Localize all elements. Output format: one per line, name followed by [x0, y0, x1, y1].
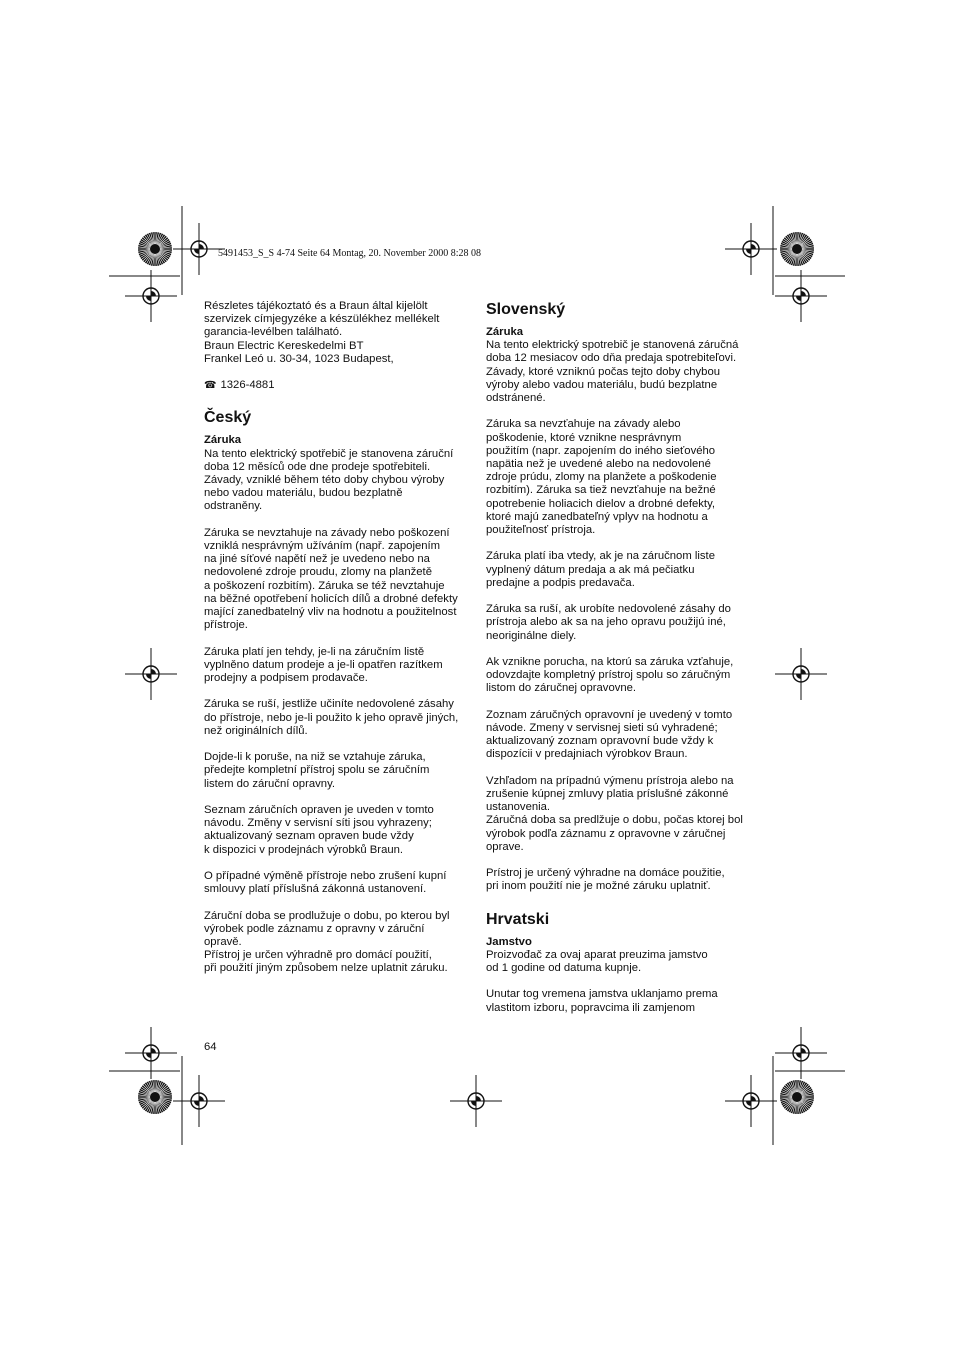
registration-mark — [125, 270, 177, 322]
right-column — [486, 300, 756, 1028]
registration-mark — [173, 1075, 225, 1127]
paragraph: Prístroj je určený výhradne na domáce použitie, pri inom použití nie je možné záruku uplatniť. — [486, 867, 725, 893]
registration-mark — [125, 648, 177, 700]
registration-mark — [725, 223, 777, 275]
registration-mark — [775, 270, 827, 322]
telephone-icon: ☎ — [204, 380, 217, 392]
page-number: 64 — [204, 1041, 217, 1053]
starburst-mark — [138, 232, 172, 266]
registration-mark — [725, 1075, 777, 1127]
subsection-title-jamstvo: Jamstvo — [486, 935, 532, 948]
paragraph: Záruka se nevztahuje na závady nebo poškození vzniklá nesprávným užíváním (např. zapojením na jiné síťové napětí než je uvedeno nebo na nedovolené zdroje proudu, zlomy na planžetě a poškození rozbitím). Záruka se též nevztahuje na běžné opotřebení holicích dílů a drobné defekty mající zanedbatelný vliv na hodnotu a použitelnost přístroje. — [204, 526, 458, 632]
intro-paragraph: Részletes tájékoztató és a Braun által kijelölt szervizek címjegyzéke a készülékhez mellékelt garancia-levélben található. — [204, 300, 440, 339]
paragraph: Záruka platí jen tehdy, je-li na záručním listě vyplněno datum prodeje a je-li opatřen razítkem prodejny a podpisem prodavače. — [204, 645, 443, 685]
registration-mark — [450, 1075, 502, 1127]
print-header: 5491453_S_S 4-74 Seite 64 Montag, 20. November 2000 8:28 08 — [218, 248, 482, 259]
paragraph: Záruka platí iba vtedy, ak je na záručnom liste vyplnený dátum predaja a ak má pečiatku predajne a podpis predavača. — [486, 550, 715, 589]
paragraph: O případné výměně přístroje nebo zrušení kupní smlouvy platí příslušná zákonná ustanovení. — [204, 870, 447, 896]
starburst-mark — [780, 232, 814, 266]
registration-mark — [775, 648, 827, 700]
paragraph: Na tento elektrický spotrebič je stanovená záručná doba 12 mesiacov odo dňa predaja spotrebiteľovi. Závady, ktoré vzniknú počas tejto doby chybou výroby alebo vadou materiálu, budú bezplatne odstránené. — [486, 339, 739, 405]
phone-number: 1326-4881 — [220, 379, 275, 392]
paragraph: Záruka se ruší, jestliže učiníte nedovolené zásahy do přístroje, nebo je-li použito k jeho opravě jiných, než originálních dílů. — [204, 698, 459, 737]
paragraph: Záruční doba se prodlužuje o dobu, po kterou byl výrobek podle záznamu z opravny v záruční opravě. Přístroj je určen výhradně pro domácí použití, při použití jiným způsobem nelze uplatnit záruku. — [204, 909, 450, 975]
subsection-title-zaruka: Záruka — [486, 326, 524, 338]
subsection-title-zaruka: Záruka — [204, 434, 242, 447]
section-title-hrvatski: Hrvatski — [486, 910, 550, 928]
paragraph: Seznam záručních opraven je uveden v tomto návodu. Změny v servisní síti jsou vyhrazeny; aktualizovaný seznam opraven bude vždy k dispozici v prodejnách výrobků Braun. — [204, 804, 434, 856]
paragraph: Zoznam záručných opravovní je uvedený v tomto návode. Zmeny v servisnej sieti sú vyhradené; aktualizovaný zoznam opravovní bude vždy k dispozícii v predajniach výrobkov Braun. — [486, 708, 733, 761]
section-title-cesky: Český — [204, 409, 252, 427]
paragraph: Unutar tog vremena jamstva uklanjamo prema vlastitom izboru, popravcima ili zamjenom — [486, 988, 718, 1014]
paragraph: Záruka sa ruší, ak urobíte nedovolené zásahy do prístroja alebo ak sa na jeho opravu použijú iné, neoriginálne diely. — [486, 603, 731, 642]
starburst-mark — [138, 1080, 172, 1114]
starburst-mark — [780, 1080, 814, 1114]
paragraph: Na tento elektrický spotřebič je stanovena záruční doba 12 měsíců ode dne prodeje spotřebiteli. Závady, vzniklé během této doby chybou výroby nebo vadou materiálu, budou bezplatně odstraněny. — [204, 447, 454, 513]
left-column — [204, 300, 474, 989]
paragraph: Záruka sa nevzťahuje na závady alebo poškodenie, ktoré vznikne nesprávnym použitím (napr. zapojením do iného sieťového napätia než je uvedené alebo na nedovolené zdroje prúdu, zlomy na planžete a poškodenie rozbitím). Záruka sa tiež nevzťahuje na bežné opotrebenie holiacich dielov a drobné defekty, ktoré majú zanedbateľný vplyv na hodnotu a použiteľnosť prístroja. — [486, 418, 717, 537]
paragraph: Vzhľadom na prípadnú výmenu prístroja alebo na zrušenie kúpnej zmluvy platia príslušné zákonné ustanovenia. Záručná doba sa predlžuje o dobu, počas ktorej bol výrobok podľa záznamu z opravovne v záručnej oprave. — [486, 774, 743, 853]
paragraph: Proizvođač za ovaj aparat preuzima jamstvo od 1 godine od datuma kupnje. — [486, 948, 708, 975]
intro-address: Braun Electric Kereskedelmi BT Frankel Leó u. 30-34, 1023 Budapest, — [204, 339, 394, 365]
paragraph: Dojde-li k poruše, na niž se vztahuje záruka, předejte kompletní přístroj spolu se záručním listem do záruční opravny. — [204, 751, 430, 790]
paragraph: Ak vznikne porucha, na ktorú sa záruka vzťahuje, odovzdajte kompletný prístroj spolu so záručným listom do záručnej opravovne. — [486, 656, 734, 695]
section-title-slovensky: Slovenský — [486, 301, 566, 318]
phone-line — [204, 366, 474, 392]
